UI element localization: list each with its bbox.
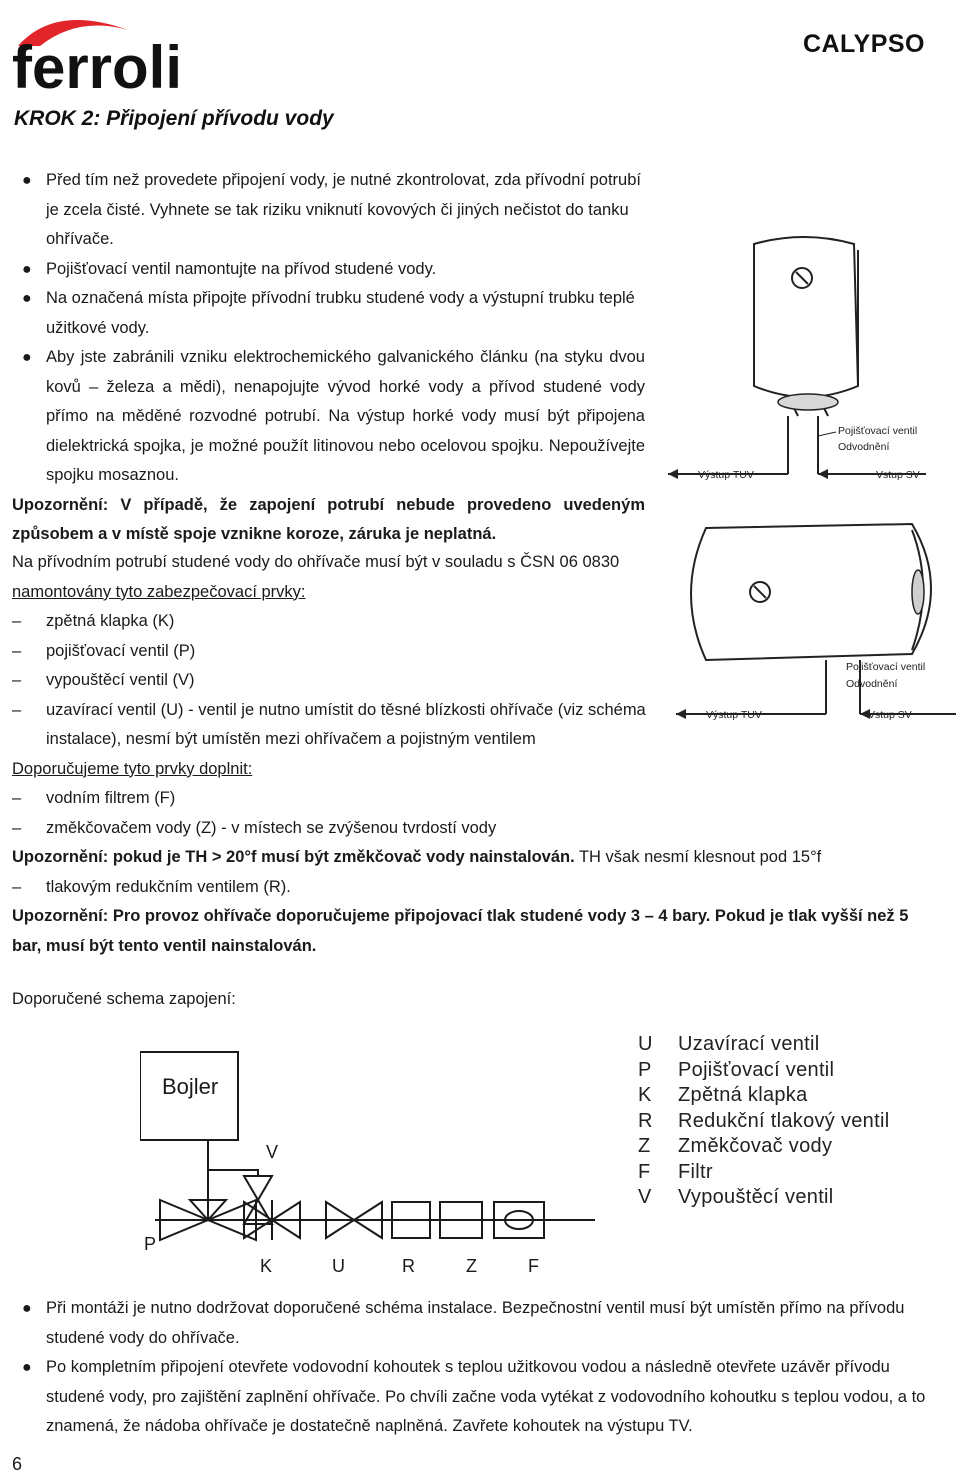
node-label-f: F bbox=[528, 1256, 539, 1276]
intro-line: Na přívodním potrubí studené vody do ohřívače musí být v souladu s ČSN 06 0830 bbox=[12, 553, 620, 571]
label-inlet: Vstup SV bbox=[876, 469, 920, 481]
list-item: ● Při montáži je nutno dodržovat doporučené schéma instalace. Bezpečnostní ventil musí být umístěn přímo na přívodu studené vody do ohřívače. bbox=[12, 1294, 927, 1353]
valve-v bbox=[244, 1176, 272, 1200]
list-item: – změkčovačem vody (Z) - v místech se zvýšenou tvrdostí vody bbox=[12, 814, 927, 844]
label-safety-valve: Pojišťovací ventil bbox=[838, 425, 918, 437]
schema-title: Doporučené schema zapojení: bbox=[12, 990, 236, 1008]
label-outlet: Výstup TUV bbox=[698, 469, 754, 481]
legend-item: V Vypouštěcí ventil bbox=[638, 1186, 834, 1208]
vertical-heater-diagram bbox=[668, 226, 928, 496]
list-item: ● Po kompletním připojení otevřete vodovodní kohoutek s teplou užitkovou vodou a následně otevřete uzávěr přívodu studené vody, pro zajištění zaplnění ohřívače. Po chvíli začne voda vytékat z vodovodního kohoutku s teplou vodou, a to znamená, že nádoba ohřívače je dostatečně naplněná. Zavřete kohoutek na výstupu TV. bbox=[12, 1353, 927, 1442]
dash-icon: – bbox=[12, 818, 22, 837]
node-label-k: K bbox=[260, 1256, 273, 1276]
bullet-icon: ● bbox=[22, 260, 32, 278]
node-label-v: V bbox=[266, 1142, 279, 1162]
list-item: ● Pojišťovací ventil namontujte na přívod studené vody. bbox=[12, 255, 645, 285]
label-drain: Odvodnění bbox=[846, 678, 898, 690]
dash-icon: – bbox=[12, 641, 22, 660]
hardness-warning: Upozornění: pokud je TH > 20°f musí být změkčovač vody nainstalován. TH však nesmí klesnout pod 15°f bbox=[12, 848, 822, 866]
node-label-u: U bbox=[332, 1256, 345, 1276]
list-item: ● Před tím než provedete připojení vody, je nutné zkontrolovat, zda přívodní potrubí je zcela čisté. Vyhnete se tak riziku vniknutí kovových či jiných nečistot do tanku ohřívače. bbox=[12, 166, 645, 255]
bullet-icon: ● bbox=[22, 1359, 32, 1376]
heater-body bbox=[754, 237, 858, 397]
section-final-steps bbox=[12, 1294, 927, 1442]
node-label-p: P bbox=[144, 1234, 157, 1254]
node-label-z: Z bbox=[466, 1256, 477, 1276]
list-item: – tlakovým redukčním ventilem (R). bbox=[12, 873, 927, 903]
label-inlet: Vstup SV bbox=[868, 709, 912, 721]
bullet-icon: ● bbox=[22, 172, 32, 189]
label-drain: Odvodnění bbox=[838, 441, 890, 453]
page-heading: KROK 2: Připojení přívodu vody bbox=[14, 107, 334, 130]
boiler-label: Bojler bbox=[162, 1074, 219, 1099]
recommend-title: Doporučujeme tyto prvky doplnit: bbox=[12, 759, 253, 778]
legend-item: Z Změkčovač vody bbox=[638, 1135, 833, 1157]
label-safety-valve: Pojišťovací ventil bbox=[846, 661, 926, 673]
legend-item: U Uzavírací ventil bbox=[638, 1033, 820, 1055]
list-item: – vodním filtrem (F) bbox=[12, 784, 927, 814]
schema-legend bbox=[638, 1032, 898, 1211]
list-item: – uzavírací ventil (U) - ventil je nutno umístit do těsné blízkosti ohřívače (viz schéma instalace), nesmí být umístěn mezi ohřívačem a pojistným ventilem bbox=[12, 696, 651, 755]
list-item: – vypouštěcí ventil (V) bbox=[12, 666, 927, 696]
pressure-warning: Upozornění: Pro provoz ohřívače doporučujeme připojovací tlak studené vody 3 – 4 bary. Pokud je tlak vyšší než 5 bar, musí být tento ventil nainstalován. bbox=[12, 907, 909, 955]
list-item: ● Aby jste zabránili vzniku elektrochemického galvanického článku (na styku dvou kovů – železa a mědi), nenapojujte vývod horké vody a přívod studené vody přímo na měděné rozvodné potrubí. Na výstup horké vody musí být připojena dielektrická spojka, je možné použít litinovou nebo ocelovou spojku. Nepoužívejte spojku mosaznou. bbox=[12, 343, 645, 491]
dash-icon: – bbox=[12, 671, 22, 689]
ferroli-logo bbox=[10, 6, 185, 92]
legend-item: R Redukční tlakový ventil bbox=[638, 1109, 890, 1132]
model-name: CALYPSO bbox=[802, 30, 925, 58]
bullet-icon: ● bbox=[22, 349, 32, 366]
dash-icon: – bbox=[12, 700, 22, 719]
section-water-connection bbox=[12, 166, 645, 550]
section-safety-elements bbox=[12, 548, 927, 961]
dash-icon: – bbox=[12, 789, 22, 807]
bullet-icon: ● bbox=[22, 290, 32, 307]
legend-item: K Zpětná klapka bbox=[638, 1084, 808, 1106]
installation-schema bbox=[140, 1050, 600, 1280]
node-label-r: R bbox=[402, 1256, 415, 1276]
label-outlet: Výstup TUV bbox=[706, 709, 762, 721]
list-item: ● Na označená místa připojte přívodní trubku studené vody a výstupní trubku teplé užitkové vody. bbox=[12, 284, 645, 343]
bullet-icon: ● bbox=[22, 1300, 32, 1317]
legend-item: F Filtr bbox=[638, 1160, 713, 1183]
warranty-warning: Upozornění: V případě, že zapojení potrubí nebude provedeno uvedeným způsobem a v místě spoje vznikne koroze, záruka je neplatná. bbox=[12, 495, 645, 543]
list-item: – zpětná klapka (K) bbox=[12, 607, 927, 637]
intro-line-underlined: namontovány tyto zabezpečovací prvky: bbox=[12, 582, 306, 601]
list-item: – pojišťovací ventil (P) bbox=[12, 637, 927, 667]
page-number: 6 bbox=[12, 1454, 23, 1474]
dash-icon: – bbox=[12, 612, 22, 630]
legend-item: P Pojišťovací ventil bbox=[638, 1058, 835, 1081]
logo-wordmark: ferroli bbox=[12, 34, 182, 92]
dash-icon: – bbox=[12, 877, 22, 896]
